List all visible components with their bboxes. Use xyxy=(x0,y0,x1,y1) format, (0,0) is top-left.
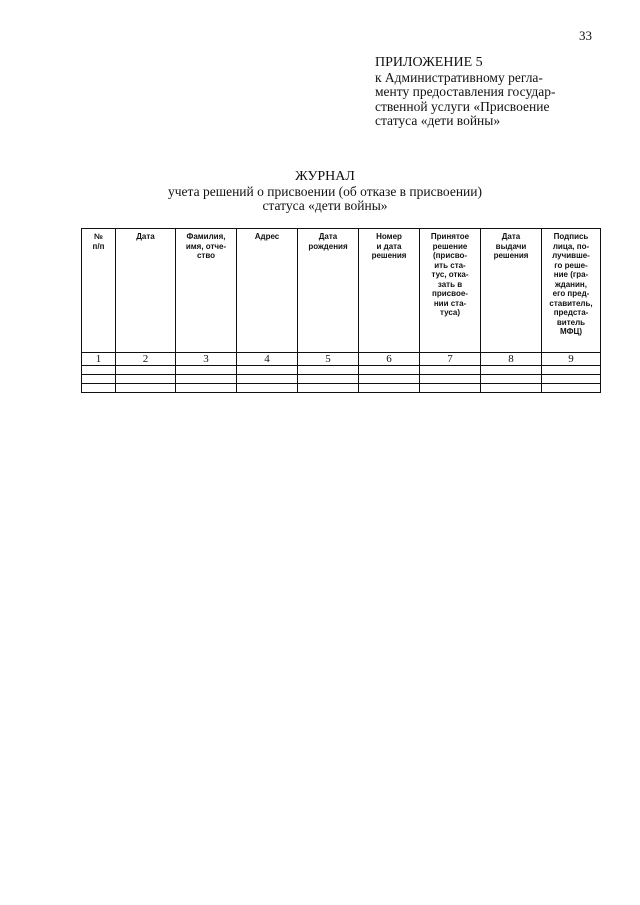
column-header-date: Дата xyxy=(116,229,176,353)
table-cell xyxy=(359,384,420,393)
table-numbering-row xyxy=(82,353,601,366)
table-cell xyxy=(82,366,116,375)
table-cell xyxy=(481,366,542,375)
table-cell xyxy=(116,366,176,375)
table-cell xyxy=(82,384,116,393)
appendix-block xyxy=(375,56,605,129)
table-cell xyxy=(359,375,420,384)
journal-title: ЖУРНАЛ xyxy=(295,169,355,184)
table-cell xyxy=(420,375,481,384)
appendix-line: менту предоставления государ- xyxy=(375,84,556,99)
column-number-cell: 8 xyxy=(481,353,542,366)
table-cell xyxy=(542,375,601,384)
table-cell xyxy=(298,384,359,393)
column-number-cell: 7 xyxy=(420,353,481,366)
table-cell xyxy=(359,366,420,375)
column-number-cell: 2 xyxy=(116,353,176,366)
column-number-cell: 5 xyxy=(298,353,359,366)
table-row xyxy=(82,375,601,384)
journal-table xyxy=(81,228,601,393)
table-cell xyxy=(542,366,601,375)
table-cell xyxy=(420,366,481,375)
page-number: 33 xyxy=(579,28,592,43)
table-cell xyxy=(82,375,116,384)
column-header-decision: Принятое решение (присво- ить ста- тус, отка- зать в присвое- нии ста- туса) xyxy=(420,229,481,353)
table-cell xyxy=(237,375,298,384)
column-header-number: № п/п xyxy=(82,229,116,353)
appendix-title: ПРИЛОЖЕНИЕ 5 xyxy=(375,55,483,70)
table-row xyxy=(82,384,601,393)
column-header-decision-number: Номер и дата решения xyxy=(359,229,420,353)
column-header-birth-date: Дата рождения xyxy=(298,229,359,353)
table-cell xyxy=(420,384,481,393)
appendix-line: ственной услуги «Присвоение xyxy=(375,98,550,114)
table-cell xyxy=(542,384,601,393)
table-cell xyxy=(176,375,237,384)
appendix-line: к Административному регла- xyxy=(375,69,543,85)
appendix-line: статуса «дети войны» xyxy=(375,113,501,128)
journal-header xyxy=(120,170,530,214)
table-cell xyxy=(176,366,237,375)
column-number-cell: 4 xyxy=(237,353,298,366)
column-number-cell: 9 xyxy=(542,353,601,366)
table-cell xyxy=(298,375,359,384)
table-cell xyxy=(116,375,176,384)
column-header-signature: Подпись лица, по- лучивше- го реше- ние (гра- жданин, его пред- ставитель, предста- витель МФЦ) xyxy=(542,229,601,353)
table-cell xyxy=(176,384,237,393)
table-row xyxy=(82,366,601,375)
column-header-issue-date: Дата выдачи решения xyxy=(481,229,542,353)
table-cell xyxy=(116,384,176,393)
table-header-row xyxy=(82,229,601,353)
column-number-cell: 1 xyxy=(82,353,116,366)
column-header-full-name: Фамилия, имя, отче- ство xyxy=(176,229,237,353)
journal-subtitle: статуса «дети войны» xyxy=(262,198,388,213)
column-number-cell: 3 xyxy=(176,353,237,366)
table-cell xyxy=(298,366,359,375)
column-number-cell: 6 xyxy=(359,353,420,366)
column-header-address: Адрес xyxy=(237,229,298,353)
journal-subtitle: учета решений о присвоении (об отказе в присвоении) xyxy=(167,183,482,199)
table-cell xyxy=(481,384,542,393)
table-cell xyxy=(237,366,298,375)
table-cell xyxy=(237,384,298,393)
table-cell xyxy=(481,375,542,384)
